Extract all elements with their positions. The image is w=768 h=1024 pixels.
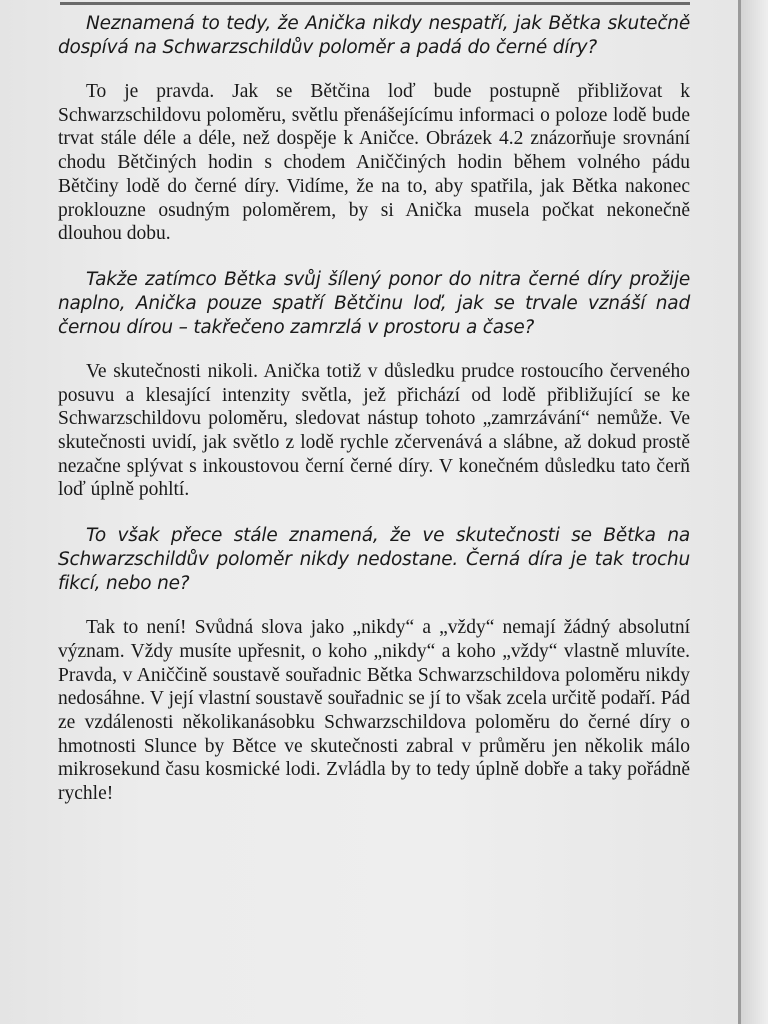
question-paragraph-1: Neznamená to tedy, že Anička nikdy nespatří, jak Bětka skutečně dospívá na Schwarzschildův poloměr a padá do černé díry? bbox=[58, 13, 690, 58]
top-rule-divider bbox=[60, 2, 690, 5]
question-paragraph-2: Takže zatímco Bětka svůj šílený ponor do nitra černé díry prožije naplno, Anička pouze spatří Bětčinu loď, jak se trvale vznáší nad černou dírou – takřečeno zamrzlá v prostoru a čase? bbox=[58, 268, 690, 338]
answer-paragraph-3: Tak to není! Svůdná slova jako „nikdy“ a „vždy“ nemají žádný absolutní význam. Vždy musíte upřesnit, o koho „nikdy“ a koho „vždy“ vlastně mluvíte. Pravda, v Aniččině soustavě souřadnic Bětka Schwarzschildova poloměru nikdy nedosáhne. V její vlastní soustavě souřadnic se jí to však zcela určitě podaří. Pád ze vzdálenosti několikanásobku Schwarzschildova poloměru do černé díry o hmotnosti Slunce by Bětce ve skutečnosti zabral v průměru jen několik málo mikrosekund času kosmické lodi. Zvládla by to tedy úplně dobře a taky pořádně rychle! bbox=[58, 617, 690, 805]
answer-paragraph-2: Ve skutečnosti nikoli. Anička totiž v důsledku prudce rostoucího červeného posuvu a klesající intenzity světla, jež přichází od lodě přibližující se ke Schwarzschildovu poloměru, sledovat nástup tohoto „zamrzávání“ nemůže. Ve skutečnosti uvidí, jak světlo z lodě rychle zčervenává a slábne, až dokud prostě nezačne splývat s inkoustovou černí černé díry. V konečném důsledku tato čerň loď úplně pohltí. bbox=[58, 360, 690, 501]
answer-paragraph-1: To je pravda. Jak se Bětčina loď bude postupně přibližovat k Schwarzschildovu poloměru, světlu přenášejícímu informaci o poloze lodě bude trvat stále déle a déle, než dospěje k Aničce. Obrázek 4.2 znázorňuje srovnání chodu Bětčiných hodin s chodem Aniččiných hodin během volného pádu Bětčiny lodě do černé díry. Vidíme, že na to, aby spatřila, jak Bětka nakonec proklouzne osudným poloměrem, by si Anička musela počkat nekonečně dlouhou dobu. bbox=[58, 81, 690, 245]
adjacent-page-edge bbox=[741, 0, 768, 1024]
page-content bbox=[58, 12, 690, 806]
question-paragraph-3: To však přece stále znamená, že ve skutečnosti se Bětka na Schwarzschildův poloměr nikdy nedostane. Černá díra je tak trochu fikcí, nebo ne? bbox=[58, 525, 690, 595]
